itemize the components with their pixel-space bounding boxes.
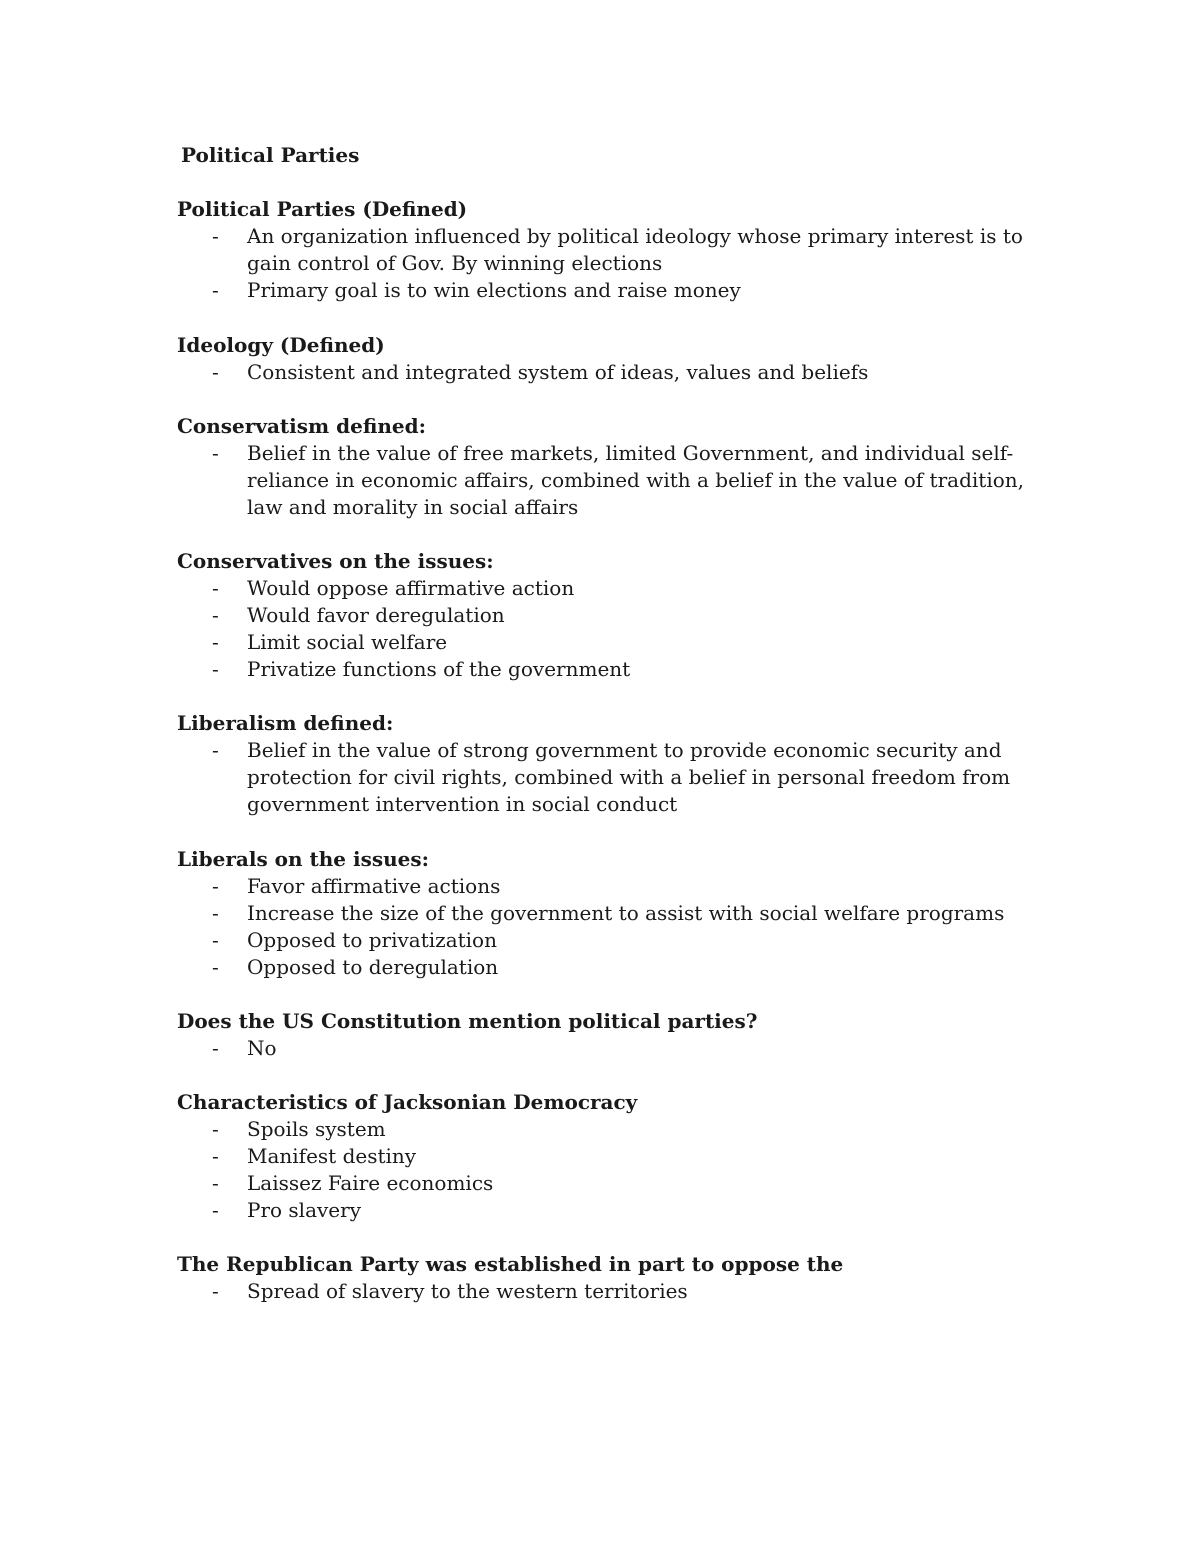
section-heading: Does the US Constitution mention political parties? (177, 1009, 758, 1033)
dash-bullet: - (212, 738, 219, 762)
list-item-text: Increase the size of the government to assist with social welfare programs (247, 901, 1005, 925)
section-heading: Conservatism defined: (177, 414, 427, 438)
list-item (177, 656, 1037, 683)
list-item (177, 629, 1037, 656)
dash-bullet: - (212, 1144, 219, 1168)
section-heading: Liberals on the issues: (177, 847, 430, 871)
bullet-list (177, 440, 1037, 521)
list-item (177, 1278, 1037, 1305)
list-item-text: Laissez Faire economics (247, 1171, 494, 1195)
section-liberalism-defined (177, 710, 1037, 818)
list-item (177, 575, 1037, 602)
list-item (177, 900, 1037, 927)
dash-bullet: - (212, 224, 219, 248)
bullet-list (177, 737, 1037, 818)
dash-bullet: - (212, 603, 219, 627)
dash-bullet: - (212, 630, 219, 654)
dash-bullet: - (212, 278, 219, 302)
dash-bullet: - (212, 928, 219, 952)
dash-bullet: - (212, 874, 219, 898)
list-item-text: Spread of slavery to the western territories (247, 1279, 688, 1303)
list-item-text: Would favor deregulation (247, 603, 505, 627)
bullet-list (177, 359, 1037, 386)
section-jacksonian-democracy (177, 1089, 1037, 1224)
list-item (177, 873, 1037, 900)
list-item (177, 602, 1037, 629)
bullet-list (177, 1116, 1037, 1224)
dash-bullet: - (212, 657, 219, 681)
list-item-text: Manifest destiny (247, 1144, 417, 1168)
section-ideology-defined (177, 332, 1037, 386)
dash-bullet: - (212, 955, 219, 979)
list-item (177, 1035, 1037, 1062)
list-item (177, 737, 1037, 818)
list-item (177, 1170, 1037, 1197)
list-item-text: No (247, 1036, 277, 1060)
section-constitution-question (177, 1008, 1037, 1062)
list-item-text: Opposed to deregulation (247, 955, 499, 979)
list-item (177, 277, 1037, 304)
list-item (177, 440, 1037, 521)
bullet-list (177, 873, 1037, 981)
section-heading: Ideology (Defined) (177, 333, 385, 357)
bullet-list (177, 223, 1037, 304)
section-republican-party (177, 1251, 1037, 1305)
section-heading: Conservatives on the issues: (177, 549, 494, 573)
dash-bullet: - (212, 576, 219, 600)
list-item-text: An organization influenced by political ideology whose primary interest is to gain control of Gov. By winning elections (247, 224, 1023, 275)
bullet-list (177, 1278, 1037, 1305)
dash-bullet: - (212, 1036, 219, 1060)
list-item-text: Favor affirmative actions (247, 874, 501, 898)
dash-bullet: - (212, 360, 219, 384)
list-item-text: Opposed to privatization (247, 928, 497, 952)
list-item-text: Privatize functions of the government (247, 657, 631, 681)
dash-bullet: - (212, 901, 219, 925)
list-item (177, 359, 1037, 386)
section-political-parties-defined (177, 196, 1037, 304)
list-item (177, 1143, 1037, 1170)
section-heading: Characteristics of Jacksonian Democracy (177, 1090, 638, 1114)
list-item (177, 927, 1037, 954)
list-item-text: Limit social welfare (247, 630, 448, 654)
list-item (177, 1116, 1037, 1143)
bullet-list (177, 575, 1037, 683)
list-item-text: Consistent and integrated system of ideas, values and beliefs (247, 360, 869, 384)
list-item-text: Primary goal is to win elections and raise money (247, 278, 741, 302)
list-item-text: Belief in the value of free markets, limited Government, and individual self-reliance in economic affairs, combined with a belief in the value of tradition, law and morality in social affairs (247, 441, 1024, 519)
dash-bullet: - (212, 1279, 219, 1303)
section-heading: The Republican Party was established in part to oppose the (177, 1252, 844, 1276)
document-title: Political Parties (181, 143, 360, 167)
dash-bullet: - (212, 1198, 219, 1222)
section-conservatives-issues (177, 548, 1037, 683)
list-item-text: Spoils system (247, 1117, 386, 1141)
section-heading: Liberalism defined: (177, 711, 394, 735)
list-item-text: Belief in the value of strong government to provide economic security and protection for civil rights, combined with a belief in personal freedom from government intervention in social conduct (247, 738, 1011, 816)
section-liberals-issues (177, 846, 1037, 981)
list-item-text: Pro slavery (247, 1198, 361, 1222)
list-item-text: Would oppose affirmative action (247, 576, 575, 600)
list-item (177, 954, 1037, 981)
section-heading: Political Parties (Defined) (177, 197, 468, 221)
section-conservatism-defined (177, 413, 1037, 521)
dash-bullet: - (212, 441, 219, 465)
dash-bullet: - (212, 1171, 219, 1195)
bullet-list (177, 1035, 1037, 1062)
dash-bullet: - (212, 1117, 219, 1141)
list-item (177, 223, 1037, 277)
list-item (177, 1197, 1037, 1224)
